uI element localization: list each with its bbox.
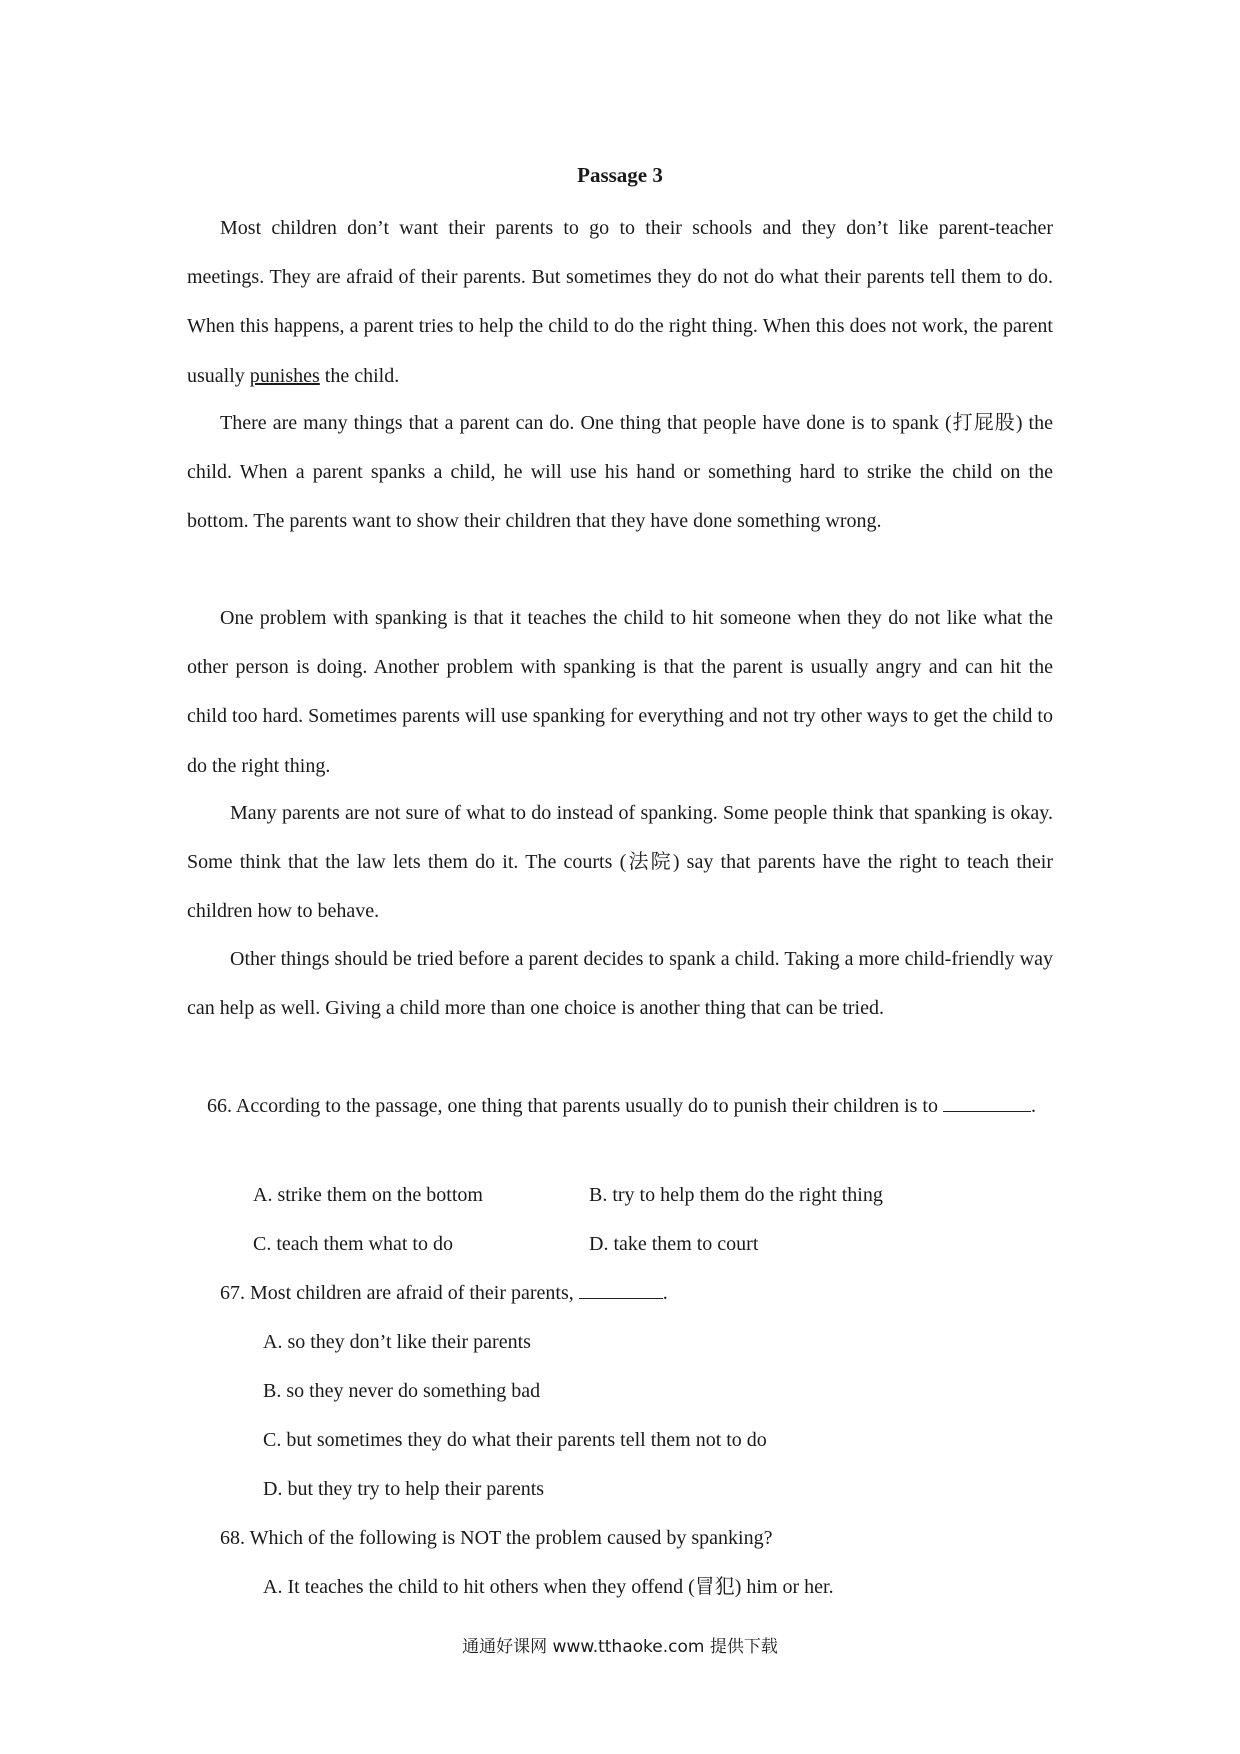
q66-option-c: C. teach them what to do [253, 1233, 453, 1255]
q67-option-a: A. so they don’t like their parents [263, 1331, 531, 1353]
paragraph-1 [187, 204, 1053, 401]
question-66-text: 66. According to the passage, one thing that parents usually do to punish their children is to [207, 1095, 938, 1117]
passage-title: Passage 3 [577, 163, 663, 187]
q66-option-a: A. strike them on the bottom [253, 1184, 483, 1206]
question-67-stem [220, 1278, 668, 1308]
q68-option-a: A. It teaches the child to hit others when they offend (冒犯) him or her. [263, 1576, 834, 1598]
paragraph-2: There are many things that a parent can do. One thing that people have done is to spank (打屁股) the child. When a parent spanks a child, he will use his hand or something hard to strike the child on the bottom. The parents want to show their children that they have done something wrong. [187, 412, 1053, 533]
question-66-stem [187, 1082, 1053, 1131]
q67-option-b: B. so they never do something bad [263, 1380, 541, 1402]
answer-blank [943, 1110, 1031, 1112]
q67-option-c: C. but sometimes they do what their parents tell them not to do [263, 1429, 767, 1451]
paragraph-4: Many parents are not sure of what to do instead of spanking. Some people think that spanking is okay. Some think that the law lets them do it. The courts (法院) say that parents have the right to teach their children how to behave. [187, 802, 1053, 923]
question-68-stem: 68. Which of the following is NOT the problem caused by spanking? [220, 1527, 773, 1549]
question-67-text: 67. Most children are afraid of their parents, [220, 1282, 574, 1304]
page-footer: 通通好课网 www.tthaoke.com 提供下载 [462, 1637, 778, 1657]
q67-option-d: D. but they try to help their parents [263, 1478, 545, 1500]
underlined-word: punishes [249, 364, 320, 387]
answer-blank [579, 1297, 663, 1299]
q66-option-b: B. try to help them do the right thing [589, 1184, 883, 1206]
q66-option-d: D. take them to court [589, 1233, 759, 1255]
paragraph-3: One problem with spanking is that it teaches the child to hit someone when they do not like what the other person is doing. Another problem with spanking is that the parent is usually angry and can hit the child too hard. Sometimes parents will use spanking for everything and not try other ways to get the child to do the right thing. [187, 607, 1053, 777]
question-66-end: . [1030, 1095, 1036, 1117]
question-67-end: . [662, 1282, 668, 1304]
paragraph-5: Other things should be tried before a parent decides to spank a child. Taking a more child-friendly way can help as well. Giving a child more than one choice is another thing that can be tried. [187, 948, 1053, 1020]
paragraph-1-text-b: the child. [319, 364, 400, 387]
paragraph-1-text-a: Most children don’t want their parents to go to their schools and they don’t like parent-teacher meetings. They are afraid of their parents. But sometimes they do not do what their parents tell them to do. When this happens, a parent tries to help the child to do the right thing. When this does not work, the parent usually [187, 217, 1053, 387]
